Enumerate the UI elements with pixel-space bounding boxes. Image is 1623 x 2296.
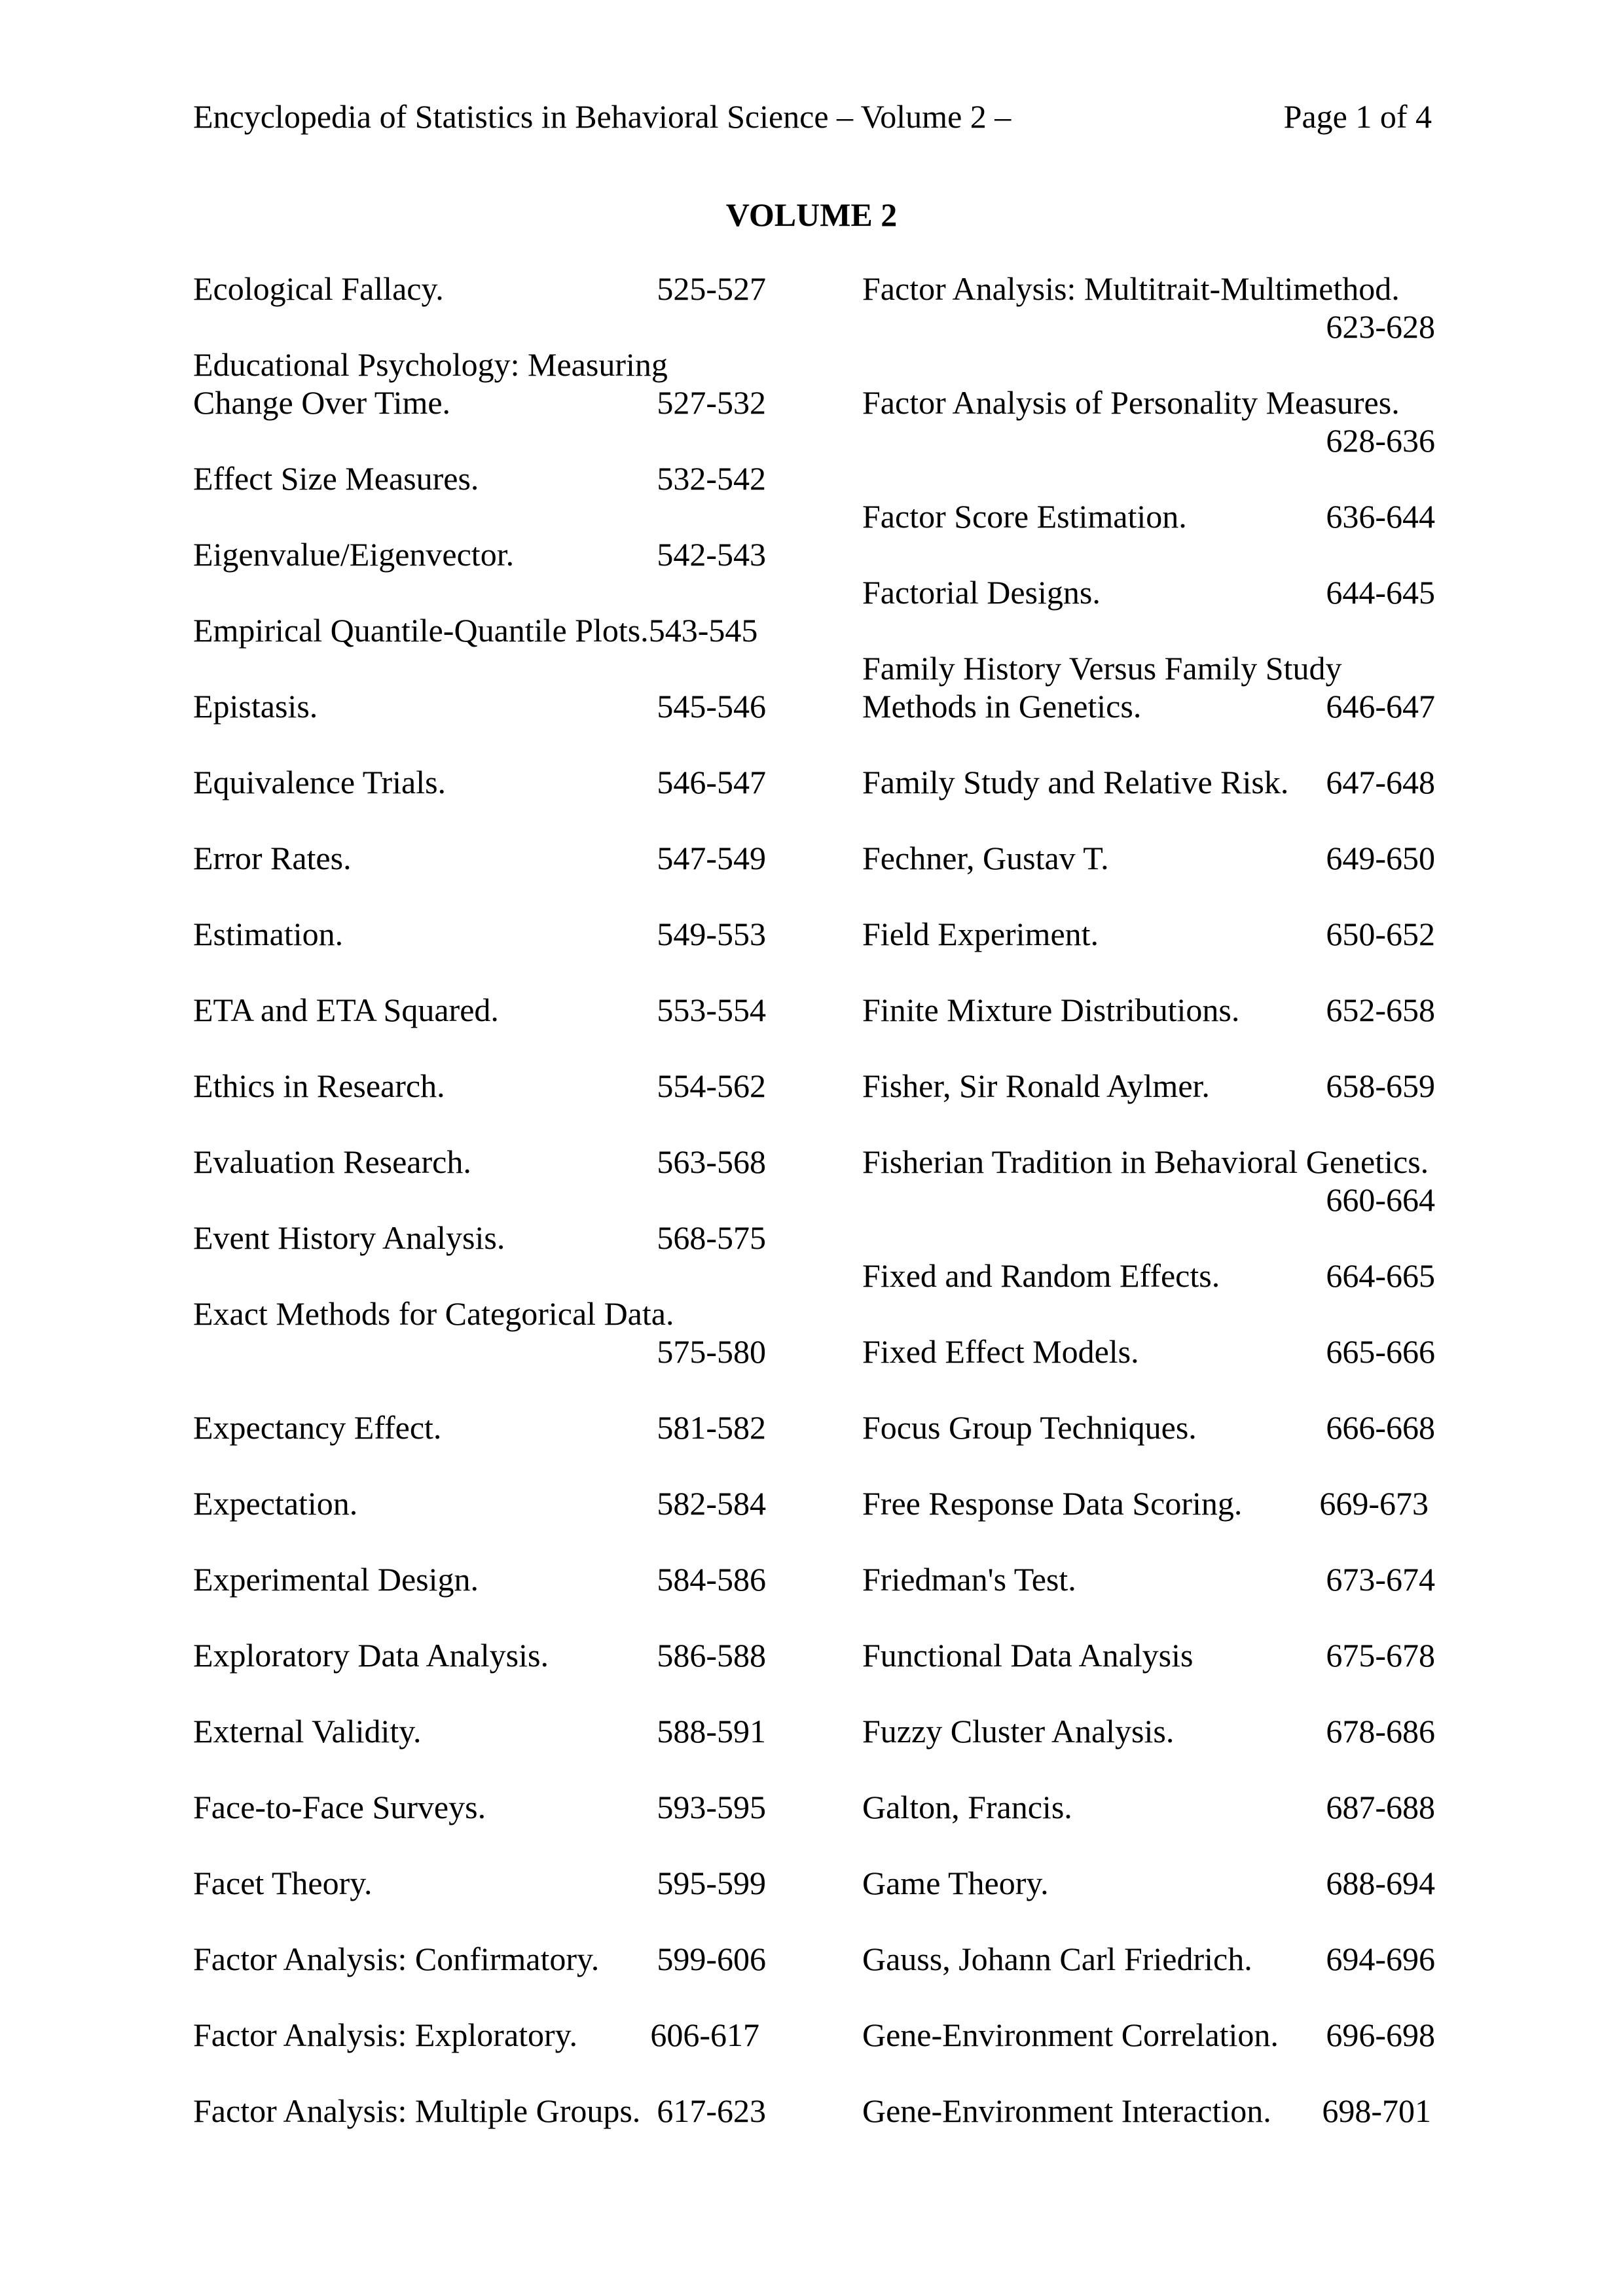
entry-title: External Validity. bbox=[193, 1713, 422, 1749]
entry-title: Effect Size Measures. bbox=[193, 460, 479, 497]
entry-title: Factorial Designs. bbox=[862, 574, 1101, 611]
left-entry-list bbox=[193, 270, 766, 2168]
toc-entry bbox=[193, 1295, 766, 1371]
toc-entry bbox=[193, 839, 766, 877]
entry-pages: 673-674 bbox=[1326, 1561, 1435, 1598]
toc-entry bbox=[193, 2016, 766, 2054]
entry-title: Ecological Fallacy. bbox=[193, 270, 444, 307]
toc-entry bbox=[862, 1940, 1435, 1978]
toc-entry bbox=[193, 2092, 766, 2130]
toc-entry bbox=[862, 1712, 1435, 1750]
entry-title: Equivalence Trials. bbox=[193, 764, 447, 800]
entry-title: Functional Data Analysis bbox=[862, 1637, 1194, 1674]
toc-entry bbox=[862, 1560, 1435, 1598]
toc-entry bbox=[193, 991, 766, 1029]
entry-title: Experimental Design. bbox=[193, 1561, 479, 1598]
toc-entry bbox=[193, 1143, 766, 1181]
entry-title: Exploratory Data Analysis. bbox=[193, 1637, 549, 1674]
toc-entry bbox=[193, 1940, 766, 1978]
entry-title: Family Study and Relative Risk. bbox=[862, 764, 1289, 800]
entry-pages: 698-701 bbox=[1322, 2092, 1431, 2129]
toc-entry bbox=[862, 1788, 1435, 1826]
toc-entry bbox=[862, 270, 1435, 346]
entry-pages: 652-658 bbox=[1326, 992, 1435, 1028]
entry-pages: 665-666 bbox=[1326, 1333, 1435, 1370]
entry-pages: 646-647 bbox=[1326, 688, 1435, 725]
entry-pages: 664-665 bbox=[1326, 1257, 1435, 1294]
toc-entry bbox=[862, 763, 1435, 801]
toc-entry bbox=[862, 1143, 1435, 1219]
entry-pages: 636-644 bbox=[1326, 498, 1435, 535]
entry-title: Finite Mixture Distributions. bbox=[862, 992, 1240, 1028]
toc-entry bbox=[862, 497, 1435, 535]
entry-title: Fixed and Random Effects. bbox=[862, 1257, 1220, 1294]
toc-entry bbox=[862, 1067, 1435, 1105]
toc-entry bbox=[862, 1484, 1435, 1522]
entry-pages: 650-652 bbox=[1326, 916, 1435, 952]
toc-entry bbox=[862, 649, 1435, 725]
toc-entry bbox=[862, 1636, 1435, 1674]
entry-title: Fisher, Sir Ronald Aylmer. bbox=[862, 1067, 1210, 1104]
entry-title: Change Over Time. bbox=[193, 384, 451, 421]
entry-title: Exact Methods for Categorical Data. bbox=[193, 1295, 674, 1332]
entry-pages: 532-542 bbox=[657, 460, 766, 497]
entry-title: Factor Analysis: Exploratory. bbox=[193, 2017, 577, 2053]
toc-entry bbox=[862, 2092, 1435, 2130]
toc-entry bbox=[193, 1636, 766, 1674]
entry-title: Evaluation Research. bbox=[193, 1143, 471, 1180]
entry-pages: 649-650 bbox=[1326, 840, 1435, 876]
toc-entry bbox=[862, 1257, 1435, 1295]
toc-entry bbox=[193, 1712, 766, 1750]
toc-entry bbox=[193, 535, 766, 573]
entry-title: Face-to-Face Surveys. bbox=[193, 1789, 486, 1825]
toc-entry bbox=[193, 1484, 766, 1522]
toc-entry bbox=[193, 346, 766, 422]
toc-entry bbox=[862, 384, 1435, 459]
entry-title: Gauss, Johann Carl Friedrich. bbox=[862, 1941, 1252, 1977]
entry-pages: 588-591 bbox=[657, 1713, 766, 1749]
entry-title: Methods in Genetics. bbox=[862, 688, 1142, 725]
entry-title: Factor Analysis: Multitrait-Multimethod. bbox=[862, 270, 1400, 307]
entry-title: Factor Score Estimation. bbox=[862, 498, 1187, 535]
toc-entry bbox=[193, 1560, 766, 1598]
entry-title: Eigenvalue/Eigenvector. bbox=[193, 536, 515, 573]
entry-pages: 554-562 bbox=[657, 1067, 766, 1104]
entry-title: Ethics in Research. bbox=[193, 1067, 445, 1104]
entry-pages: 647-648 bbox=[1326, 764, 1435, 800]
entry-title: Galton, Francis. bbox=[862, 1789, 1072, 1825]
entry-title: Factor Analysis: Multiple Groups. bbox=[193, 2092, 641, 2129]
toc-entry bbox=[862, 915, 1435, 953]
entry-pages: 694-696 bbox=[1326, 1941, 1435, 1977]
entry-title: Facet Theory. bbox=[193, 1865, 373, 1901]
page-indicator: Page 1 of 4 bbox=[1283, 98, 1432, 135]
toc-entry bbox=[193, 459, 766, 497]
entry-title: Gene-Environment Correlation. bbox=[862, 2017, 1279, 2053]
toc-entry bbox=[862, 1408, 1435, 1446]
toc-entry bbox=[193, 763, 766, 801]
toc-entry bbox=[862, 1333, 1435, 1371]
toc-entry bbox=[193, 611, 766, 649]
entry-pages: 688-694 bbox=[1326, 1865, 1435, 1901]
entry-pages: 582-584 bbox=[657, 1485, 766, 1522]
entry-title: Error Rates. bbox=[193, 840, 352, 876]
entry-pages: 595-599 bbox=[657, 1865, 766, 1901]
entry-pages: 678-686 bbox=[1326, 1713, 1435, 1749]
entry-pages: 628-636 bbox=[1326, 422, 1435, 459]
entry-pages: 666-668 bbox=[1326, 1409, 1435, 1446]
entry-pages: 669-673 bbox=[1319, 1485, 1429, 1522]
entry-pages: 599-606 bbox=[657, 1941, 766, 1977]
entry-pages: 546-547 bbox=[657, 764, 766, 800]
entry-pages: 575-580 bbox=[657, 1333, 766, 1370]
entry-pages: 658-659 bbox=[1326, 1067, 1435, 1104]
entry-pages: 606-617 bbox=[650, 2017, 759, 2053]
volume-title: VOLUME 2 bbox=[725, 196, 898, 233]
entry-pages: 542-543 bbox=[657, 536, 766, 573]
entry-pages: 593-595 bbox=[657, 1789, 766, 1825]
entry-pages: 617-623 bbox=[657, 2092, 766, 2129]
entry-title: Free Response Data Scoring. bbox=[862, 1485, 1243, 1522]
entry-title: Focus Group Techniques. bbox=[862, 1409, 1197, 1446]
entry-pages: 581-582 bbox=[657, 1409, 766, 1446]
entry-pages: 675-678 bbox=[1326, 1637, 1435, 1674]
entry-title: Game Theory. bbox=[862, 1865, 1049, 1901]
entry-pages: 553-554 bbox=[657, 992, 766, 1028]
toc-entry bbox=[862, 991, 1435, 1029]
entry-title: Epistasis. bbox=[193, 688, 318, 725]
entry-title: Empirical Quantile-Quantile Plots. bbox=[193, 612, 649, 649]
entry-pages: 527-532 bbox=[657, 384, 766, 421]
toc-entry bbox=[193, 1788, 766, 1826]
entry-title: Gene-Environment Interaction. bbox=[862, 2092, 1271, 2129]
right-entry-list bbox=[862, 270, 1435, 2168]
toc-entry bbox=[193, 1864, 766, 1902]
entry-pages: 525-527 bbox=[657, 270, 766, 307]
entry-pages: 547-549 bbox=[657, 840, 766, 876]
toc-entry bbox=[862, 1864, 1435, 1902]
entry-title: Field Experiment. bbox=[862, 916, 1099, 952]
entry-title: Fisherian Tradition in Behavioral Genetics. bbox=[862, 1143, 1429, 1180]
entry-pages: 696-698 bbox=[1326, 2017, 1435, 2053]
entry-title: Estimation. bbox=[193, 916, 344, 952]
document-header-title: Encyclopedia of Statistics in Behavioral Science – Volume 2 – bbox=[193, 98, 1012, 135]
entry-title: Fechner, Gustav T. bbox=[862, 840, 1109, 876]
entry-title: Fixed Effect Models. bbox=[862, 1333, 1139, 1370]
entry-title: Expectation. bbox=[193, 1485, 358, 1522]
entry-title-line: Family History Versus Family Study bbox=[862, 650, 1342, 687]
entry-pages: 623-628 bbox=[1326, 308, 1435, 345]
toc-entry bbox=[193, 1408, 766, 1446]
toc-entry bbox=[193, 687, 766, 725]
entry-title: ETA and ETA Squared. bbox=[193, 992, 499, 1028]
entry-title-line: Educational Psychology: Measuring bbox=[193, 346, 668, 383]
entry-title: Expectancy Effect. bbox=[193, 1409, 442, 1446]
entry-pages: 543-545 bbox=[648, 612, 758, 649]
entry-pages: 586-588 bbox=[657, 1637, 766, 1674]
toc-entry bbox=[862, 2016, 1435, 2054]
entry-title: Friedman's Test. bbox=[862, 1561, 1076, 1598]
entry-title: Fuzzy Cluster Analysis. bbox=[862, 1713, 1175, 1749]
entry-title: Event History Analysis. bbox=[193, 1219, 505, 1256]
entry-pages: 568-575 bbox=[657, 1219, 766, 1256]
entry-pages: 660-664 bbox=[1326, 1181, 1435, 1218]
entry-pages: 549-553 bbox=[657, 916, 766, 952]
entry-title: Factor Analysis of Personality Measures. bbox=[862, 384, 1400, 421]
entry-title: Factor Analysis: Confirmatory. bbox=[193, 1941, 600, 1977]
entry-pages: 563-568 bbox=[657, 1143, 766, 1180]
entry-pages: 644-645 bbox=[1326, 574, 1435, 611]
toc-entry bbox=[193, 915, 766, 953]
toc-entry bbox=[193, 1067, 766, 1105]
entry-pages: 584-586 bbox=[657, 1561, 766, 1598]
toc-entry bbox=[862, 839, 1435, 877]
toc-entry bbox=[193, 270, 766, 308]
entry-pages: 687-688 bbox=[1326, 1789, 1435, 1825]
entry-pages: 545-546 bbox=[657, 688, 766, 725]
toc-entry bbox=[193, 1219, 766, 1257]
toc-entry bbox=[862, 573, 1435, 611]
